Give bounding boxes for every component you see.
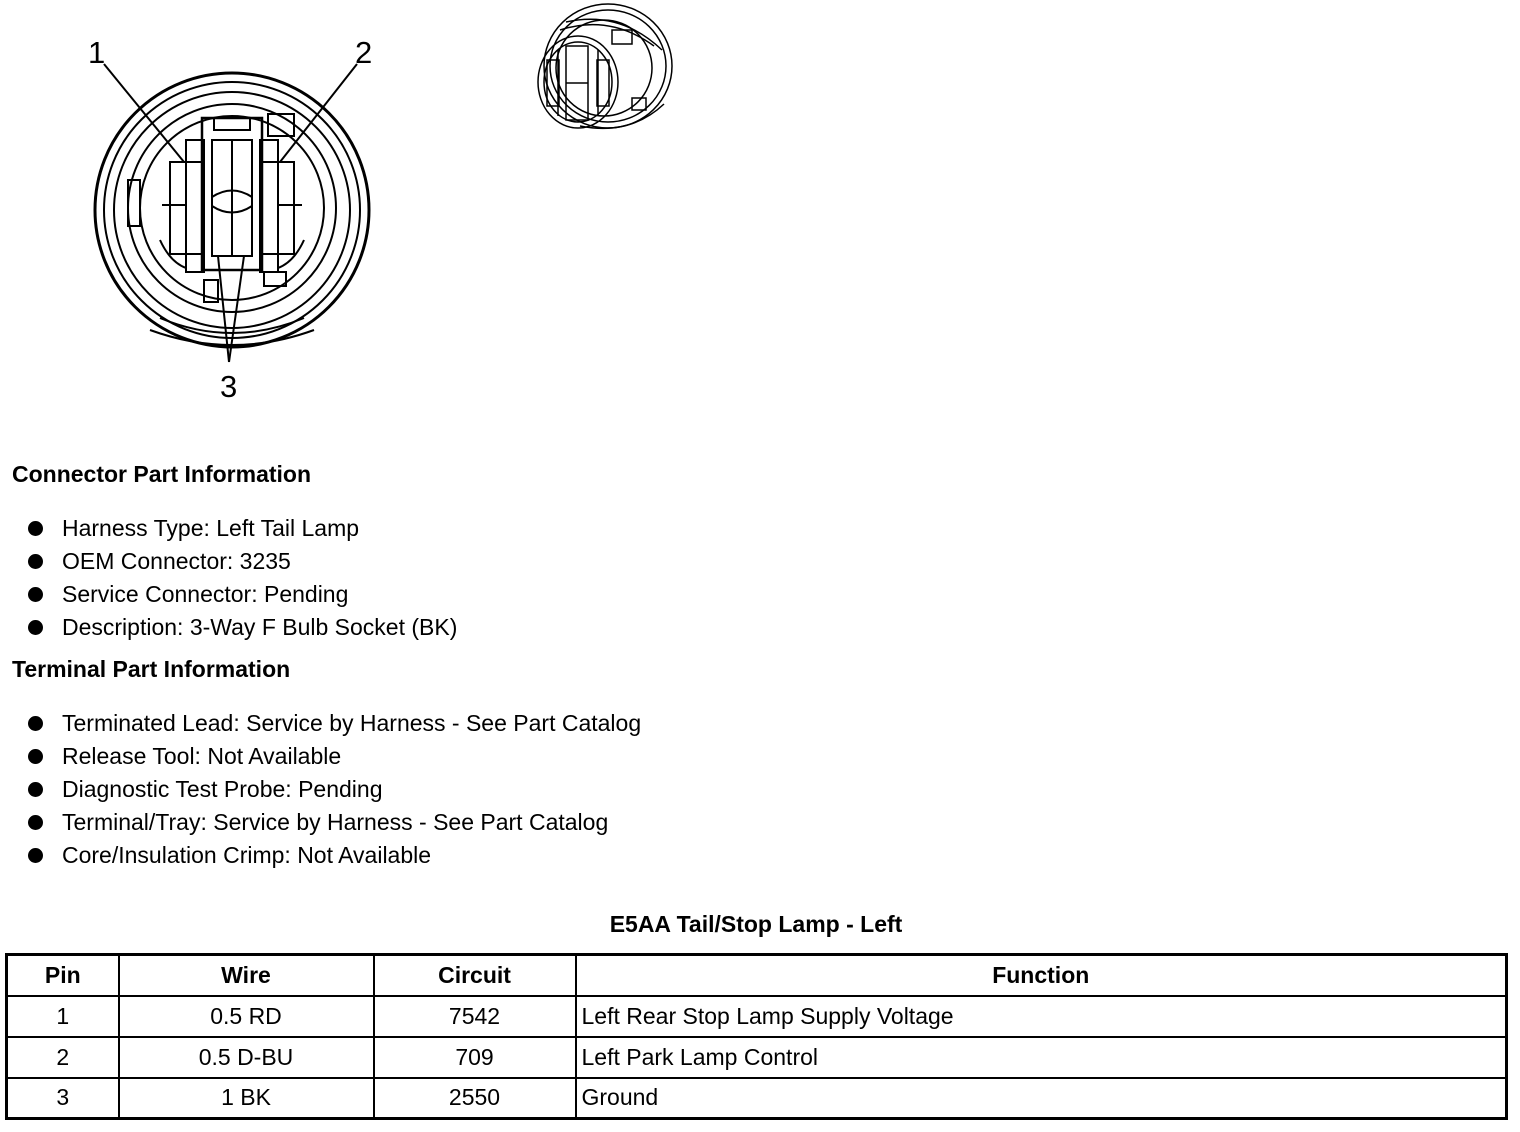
- connector-info-list: [28, 512, 457, 644]
- bullet-icon: [28, 749, 43, 764]
- cell-wire: 1 BK: [119, 1078, 374, 1119]
- terminal-info-list: [28, 707, 641, 872]
- connector-info-title: Connector Part Information: [12, 461, 312, 487]
- column-header-pin: Pin: [7, 955, 119, 996]
- column-header-function: Function: [576, 955, 1507, 996]
- list-item-text: Core/Insulation Crimp: Not Available: [62, 842, 432, 868]
- terminal-info-title: Terminal Part Information: [12, 656, 291, 682]
- column-header-wire: Wire: [119, 955, 374, 996]
- callout-2-label: 2: [355, 35, 373, 70]
- table-row: [7, 1037, 1507, 1078]
- bullet-icon: [28, 815, 43, 830]
- table-header-row: [7, 955, 1507, 996]
- list-item: [28, 611, 457, 644]
- cell-function: Ground: [576, 1078, 1507, 1119]
- table-row: [7, 1078, 1507, 1119]
- list-item-text: Terminated Lead: Service by Harness - See Part Catalog: [62, 710, 642, 736]
- bullet-icon: [28, 521, 43, 536]
- list-item-text: Description: 3-Way F Bulb Socket (BK): [62, 614, 458, 640]
- list-item-text: Terminal/Tray: Service by Harness - See Part Catalog: [62, 809, 609, 835]
- list-item: [28, 740, 641, 773]
- cell-pin: 1: [7, 996, 119, 1037]
- cell-wire: 0.5 RD: [119, 996, 374, 1037]
- bullet-icon: [28, 587, 43, 602]
- bullet-icon: [28, 782, 43, 797]
- bullet-icon: [28, 716, 43, 731]
- connector-face-diagram: [0, 0, 1520, 420]
- cell-function: Left Rear Stop Lamp Supply Voltage: [576, 996, 1507, 1037]
- cell-wire: 0.5 D-BU: [119, 1037, 374, 1078]
- bullet-icon: [28, 848, 43, 863]
- callout-1-label: 1: [88, 35, 106, 70]
- pin-table-title: E5AA Tail/Stop Lamp - Left: [609, 911, 903, 937]
- cell-pin: 2: [7, 1037, 119, 1078]
- list-item-text: Release Tool: Not Available: [62, 743, 342, 769]
- cell-circuit: 7542: [374, 996, 576, 1037]
- pin-table: [5, 953, 1508, 1120]
- list-item: [28, 512, 457, 545]
- cell-pin: 3: [7, 1078, 119, 1119]
- callout-3-label: 3: [220, 369, 238, 404]
- cell-function: Left Park Lamp Control: [576, 1037, 1507, 1078]
- list-item: [28, 707, 641, 740]
- list-item: [28, 545, 457, 578]
- list-item-text: Service Connector: Pending: [62, 581, 349, 607]
- list-item: [28, 578, 457, 611]
- cell-circuit: 2550: [374, 1078, 576, 1119]
- bullet-icon: [28, 620, 43, 635]
- connector-face-view: [95, 64, 369, 362]
- column-header-circuit: Circuit: [374, 955, 576, 996]
- list-item-text: Diagnostic Test Probe: Pending: [62, 776, 383, 802]
- bullet-icon: [28, 554, 43, 569]
- list-item-text: Harness Type: Left Tail Lamp: [62, 515, 360, 541]
- list-item: [28, 839, 641, 872]
- list-item-text: OEM Connector: 3235: [62, 548, 291, 574]
- list-item: [28, 773, 641, 806]
- connector-perspective-thumbnail: [538, 4, 672, 128]
- cell-circuit: 709: [374, 1037, 576, 1078]
- table-row: [7, 996, 1507, 1037]
- list-item: [28, 806, 641, 839]
